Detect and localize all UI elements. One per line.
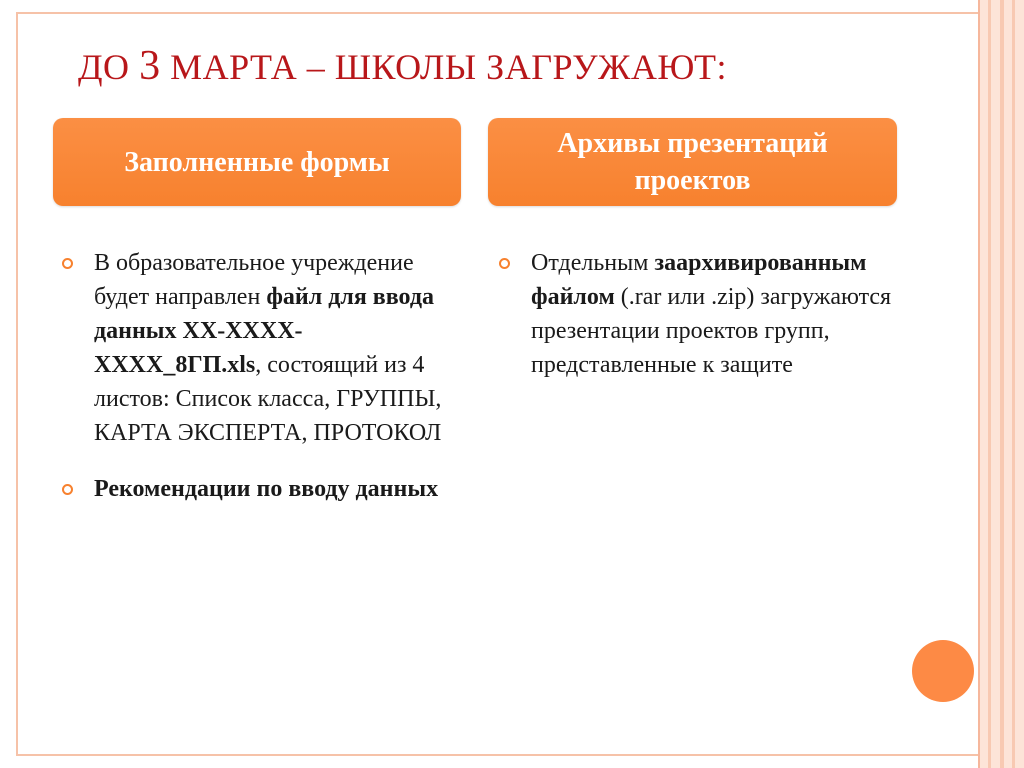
header-filled-forms xyxy=(53,118,461,206)
title-prefix: ДО xyxy=(78,47,130,87)
bullet-text: , состоящий из 4 листов: Список класса, ГРУППЫ, КАРТА ЭКСПЕРТА, ПРОТОКОЛ xyxy=(94,352,442,446)
title-number: 3 xyxy=(139,43,161,89)
bullet-icon xyxy=(62,484,73,495)
stripe xyxy=(1012,0,1015,768)
right-column xyxy=(497,246,917,404)
slide-title xyxy=(78,42,938,90)
bullet-icon xyxy=(499,258,510,269)
bullet-bold-text: Рекомендации по вводу данных xyxy=(94,476,439,502)
bullet-text: Отдельным xyxy=(531,250,655,276)
decorative-circle xyxy=(912,640,974,702)
title-rest: – ШКОЛЫ ЗАГРУЖАЮТ: xyxy=(306,47,727,87)
header-label: Заполненные формы xyxy=(124,146,390,178)
stripe xyxy=(988,0,991,768)
list-item xyxy=(497,246,917,382)
title-month: МАРТА xyxy=(170,47,298,87)
left-column xyxy=(60,246,460,528)
stripe xyxy=(1000,0,1004,768)
list-item xyxy=(60,472,460,506)
bullet-text: (.rar или .zip) загружаются презентации проектов групп, представленные к защите xyxy=(531,284,892,378)
bullet-bold-text: файл для ввода данных ХХ-ХХХХ-ХХХХ_8ГП.xls xyxy=(94,284,435,378)
bullet-text: В образовательное учреждение будет направлен xyxy=(94,250,414,310)
header-presentation-archives xyxy=(488,118,897,206)
decorative-stripes xyxy=(978,0,1024,768)
header-label xyxy=(557,125,827,199)
header-line-2: проектов xyxy=(634,165,751,196)
header-line-1: Архивы презентаций xyxy=(557,128,828,159)
bullet-bold-text: заархивированным файлом xyxy=(531,250,867,310)
list-item xyxy=(60,246,460,450)
bullet-icon xyxy=(62,258,73,269)
